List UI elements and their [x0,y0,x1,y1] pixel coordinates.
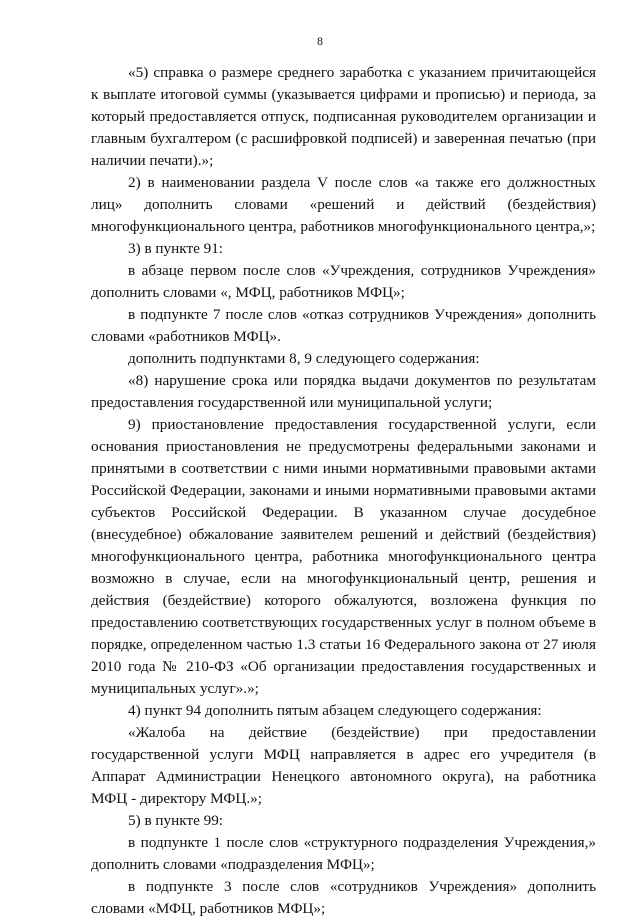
paragraph: в подпункте 3 после слов «сотрудников Учреждения» дополнить словами «МФЦ, работников МФЦ»; [91,878,596,917]
paragraph: дополнить подпунктами 8, 9 следующего содержания: [128,350,480,367]
page-number: 8 [317,34,323,48]
paragraph: «8) нарушение срока или порядка выдачи документов по результатам предоставления государственной или муниципальной услуги; [91,372,596,411]
paragraph: 4) пункт 94 дополнить пятым абзацем следующего содержания: [128,702,542,719]
paragraph: в абзаце первом после слов «Учреждения, сотрудников Учреждения» дополнить словами «, МФЦ, работников МФЦ»; [91,262,596,301]
paragraph: в подпункте 1 после слов «структурного подразделения Учреждения,» дополнить словами «подразделения МФЦ»; [91,834,596,873]
paragraph: 9) приостановление предоставления государственной услуги, если основания приостановления не предусмотрены федеральными законами и принятыми в соответствии с ними иными нормативными правовыми актами Российской Федерации, законами и иными нормативными правовыми актами субъектов Российской Федерации. В указанном случае досудебное (внесудебное) обжалование заявителем решений и действий (бездействия) многофункционального центра, работника многофункционального центра возможно в случае, если на многофункциональный центр, решения и действия (бездействие) которого обжалуются, возложена функция по предоставлению соответствующих государственных услуг в полном объеме в порядке, определенном частью 1.3 статьи 16 Федерального закона от 27 июля 2010 года № 210-ФЗ «Об организации предоставления государственных и муниципальных услуг».»; [91,416,596,697]
paragraph: «5) справка о размере среднего заработка с указанием причитающейся к выплате итоговой суммы (указывается цифрами и прописью) и периода, за который предоставляется отпуск, подписанная руководителем организации и главным бухгалтером (с расшифровкой подписей) и заверенная печатью (при наличии печати).»; [91,64,596,169]
paragraph: 5) в пункте 99: [128,812,224,829]
paragraph: «Жалоба на действие (бездействие) при предоставлении государственной услуги МФЦ направляется в адрес его учредителя (в Аппарат Администрации Ненецкого автономного округа), на работника МФЦ - директору МФЦ.»; [91,724,596,807]
paragraph: 3) в пункте 91: [128,240,224,257]
paragraph: в подпункте 7 после слов «отказ сотрудников Учреждения» дополнить словами «работников МФЦ». [91,306,596,345]
document-body [91,62,596,920]
paragraph: 2) в наименовании раздела V после слов «а также его должностных лиц» дополнить словами «решений и действий (бездействия) многофункционального центра, работников многофункционального центра,»; [91,174,596,235]
